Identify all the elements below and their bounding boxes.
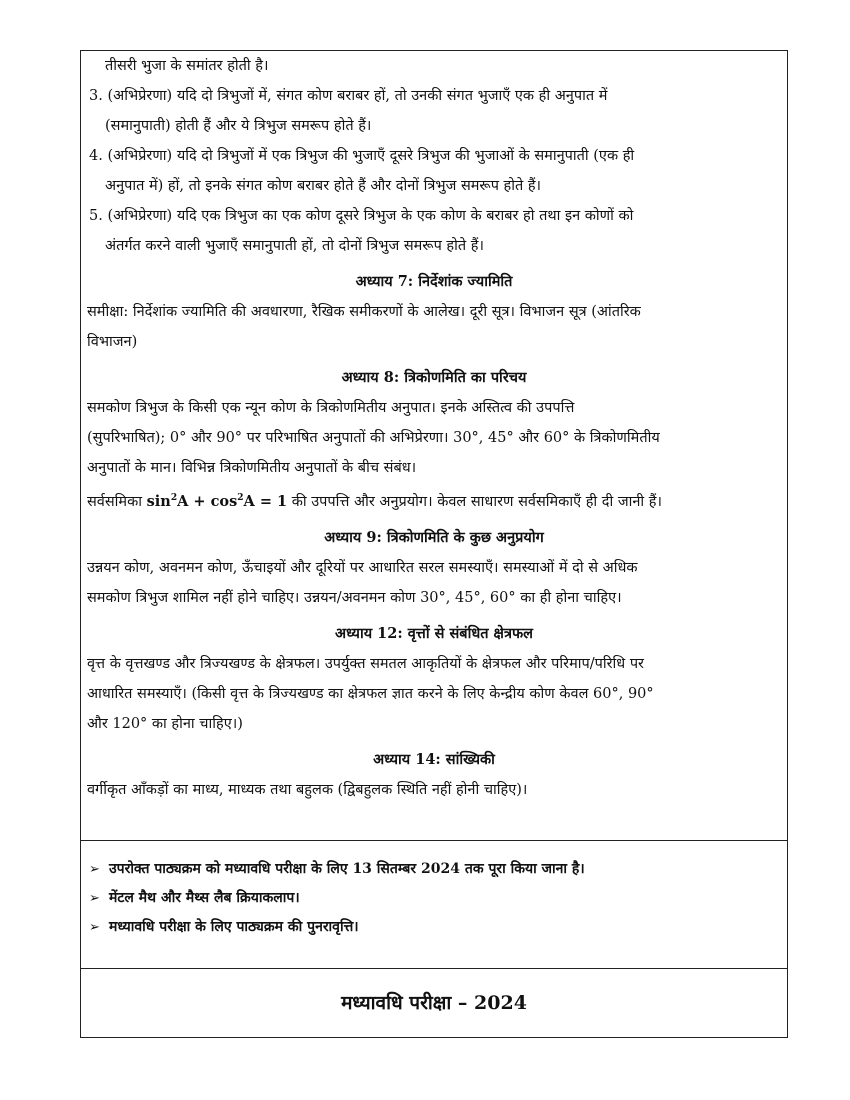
- chapter-9-heading: अध्याय 9: त्रिकोणमिति के कुछ अनुप्रयोग: [324, 528, 544, 546]
- chapter-8-line-4: [87, 483, 781, 517]
- note-text: उपरोक्त पाठ्यक्रम को मध्यावधि परीक्षा के लिए 13 सितम्बर 2024 तक पूरा किया जाना है।: [109, 861, 585, 877]
- identity-sup-2: 2: [237, 493, 244, 503]
- arrow-bullet-icon: ➢: [89, 862, 100, 877]
- chapter-8-line-3: अनुपातों के मान। विभिन्न त्रिकोणमितीय अनुपातों के बीच संबंध।: [87, 460, 417, 476]
- theorem-5-line-2: अंतर्गत करने वाली भुजाएँ समानुपाती हों, तो दोनों त्रिभुज समरूप होते हैं।: [105, 238, 484, 254]
- syllabus-content-box: [81, 51, 787, 841]
- chapter-12-line-2: आधारित समस्याएँ। (किसी वृत्त के त्रिज्यखण्ड का क्षेत्रफल ज्ञात करने के लिए केन्द्रीय कोण केवल 60°, 90°: [87, 685, 654, 702]
- chapter-8-heading: अध्याय 8: त्रिकोणमिति का परिचय: [341, 369, 527, 386]
- theorem-5-text-1: (अभिप्रेरणा) यदि एक त्रिभुज का एक कोण दूसरे त्रिभुज के एक कोण के बराबर हो तथा इन कोणों को: [107, 208, 634, 224]
- chapter-12-line-3: और 120° का होना चाहिए।): [87, 715, 243, 732]
- note-item-completion: [89, 855, 779, 884]
- identity-sin: sin: [146, 492, 171, 510]
- identity-end: A = 1: [243, 492, 288, 510]
- theorem-4-line-1: [87, 141, 781, 171]
- chapter-9-line-2: समकोण त्रिभुज शामिल नहीं होने चाहिए। उन्नयन/अवनमन कोण 30°, 45°, 60° का ही होना चाहिए।: [87, 589, 622, 606]
- exam-box: [81, 969, 787, 1037]
- chapter-12-heading: अध्याय 12: वृत्तों से संबंधित क्षेत्रफल: [335, 624, 533, 642]
- note-item-revision: [89, 913, 779, 942]
- theorem-4-number: 4.: [89, 148, 103, 164]
- note-item-activities: [89, 884, 779, 913]
- arrow-bullet-icon: ➢: [89, 891, 100, 906]
- chapter-8-line-2: (सुपरिभाषित); 0° और 90° पर परिभाषित अनुपातों की अभिप्रेरणा। 30°, 45° और 60° के त्रिकोणमितीय: [87, 430, 660, 446]
- theorem-3-line-2: (समानुपाती) होती हैं और ये त्रिभुज समरूप होते हैं।: [105, 118, 372, 134]
- theorem-continuation: तीसरी भुजा के समांतर होती है।: [105, 58, 269, 74]
- theorem-5-line-1: [87, 201, 781, 231]
- notes-box: [81, 841, 787, 969]
- chapter-7-line-1: समीक्षा: निर्देशांक ज्यामिति की अवधारणा, रैखिक समीकरणों के आलेख। दूरी सूत्र। विभाजन सूत्र (आंतरिक: [87, 304, 641, 320]
- chapter-12-line-1: वृत्त के वृत्तखण्ड और त्रिज्यखण्ड के क्षेत्रफल। उपर्युक्त समतल आकृतियों के क्षेत्रफल और परिमाप/परिधि पर: [87, 655, 644, 672]
- chapter-7-heading: अध्याय 7: निर्देशांक ज्यामिति: [355, 273, 513, 290]
- chapter-8-line-1: समकोण त्रिभुज के किसी एक न्यून कोण के त्रिकोणमितीय अनुपात। इनके अस्तित्व की उपपत्ति: [87, 400, 575, 416]
- theorem-3-text-1: (अभिप्रेरणा) यदि दो त्रिभुजों में, संगत कोण बराबर हों, तो उनकी संगत भुजाएँ एक ही अनुपात में: [107, 88, 608, 104]
- chapter-9-line-1: उन्नयन कोण, अवनमन कोण, ऊँचाइयों और दूरियों पर आधारित सरल समस्याएँ। समस्याओं में दो से अधिक: [87, 559, 638, 576]
- chapter-14-heading: अध्याय 14: सांख्यिकी: [373, 750, 495, 768]
- theorem-3-line-1: [87, 81, 781, 111]
- identity-suffix: की उपपत्ति और अनुप्रयोग। केवल साधारण सर्वसमिकाएँ ही दी जानी हैं।: [287, 493, 662, 510]
- identity-prefix: सर्वसमिका: [87, 493, 147, 510]
- chapter-14-line-1: वर्गीकृत आँकड़ों का माध्य, माध्यक तथा बहुलक (द्विबहुलक स्थिति नहीं होनी चाहिए)।: [87, 781, 528, 798]
- theorem-5-number: 5.: [89, 208, 103, 224]
- chapter-7-line-2: विभाजन): [87, 334, 138, 350]
- note-text: मध्यावधि परीक्षा के लिए पाठ्यक्रम की पुनरावृत्ति।: [109, 919, 359, 935]
- theorem-3-number: 3.: [89, 88, 103, 104]
- syllabus-page: [80, 50, 788, 1038]
- arrow-bullet-icon: ➢: [89, 920, 100, 935]
- identity-formula: [147, 493, 288, 510]
- exam-title: मध्यावधि परीक्षा – 2024: [341, 992, 527, 1014]
- note-text: मेंटल मैथ और मैथ्स लैब क्रियाकलाप।: [109, 890, 300, 906]
- theorem-4-line-2: अनुपात में) हों, तो इनके संगत कोण बराबर होते हैं और दोनों त्रिभुज समरूप होते हैं।: [105, 178, 542, 194]
- identity-mid: A + cos: [177, 492, 238, 510]
- theorem-4-text-1: (अभिप्रेरणा) यदि दो त्रिभुजों में एक त्रिभुज की भुजाएँ दूसरे त्रिभुज की भुजाओं के समानुपाती (एक ही: [107, 148, 635, 164]
- identity-sup-1: 2: [170, 493, 178, 503]
